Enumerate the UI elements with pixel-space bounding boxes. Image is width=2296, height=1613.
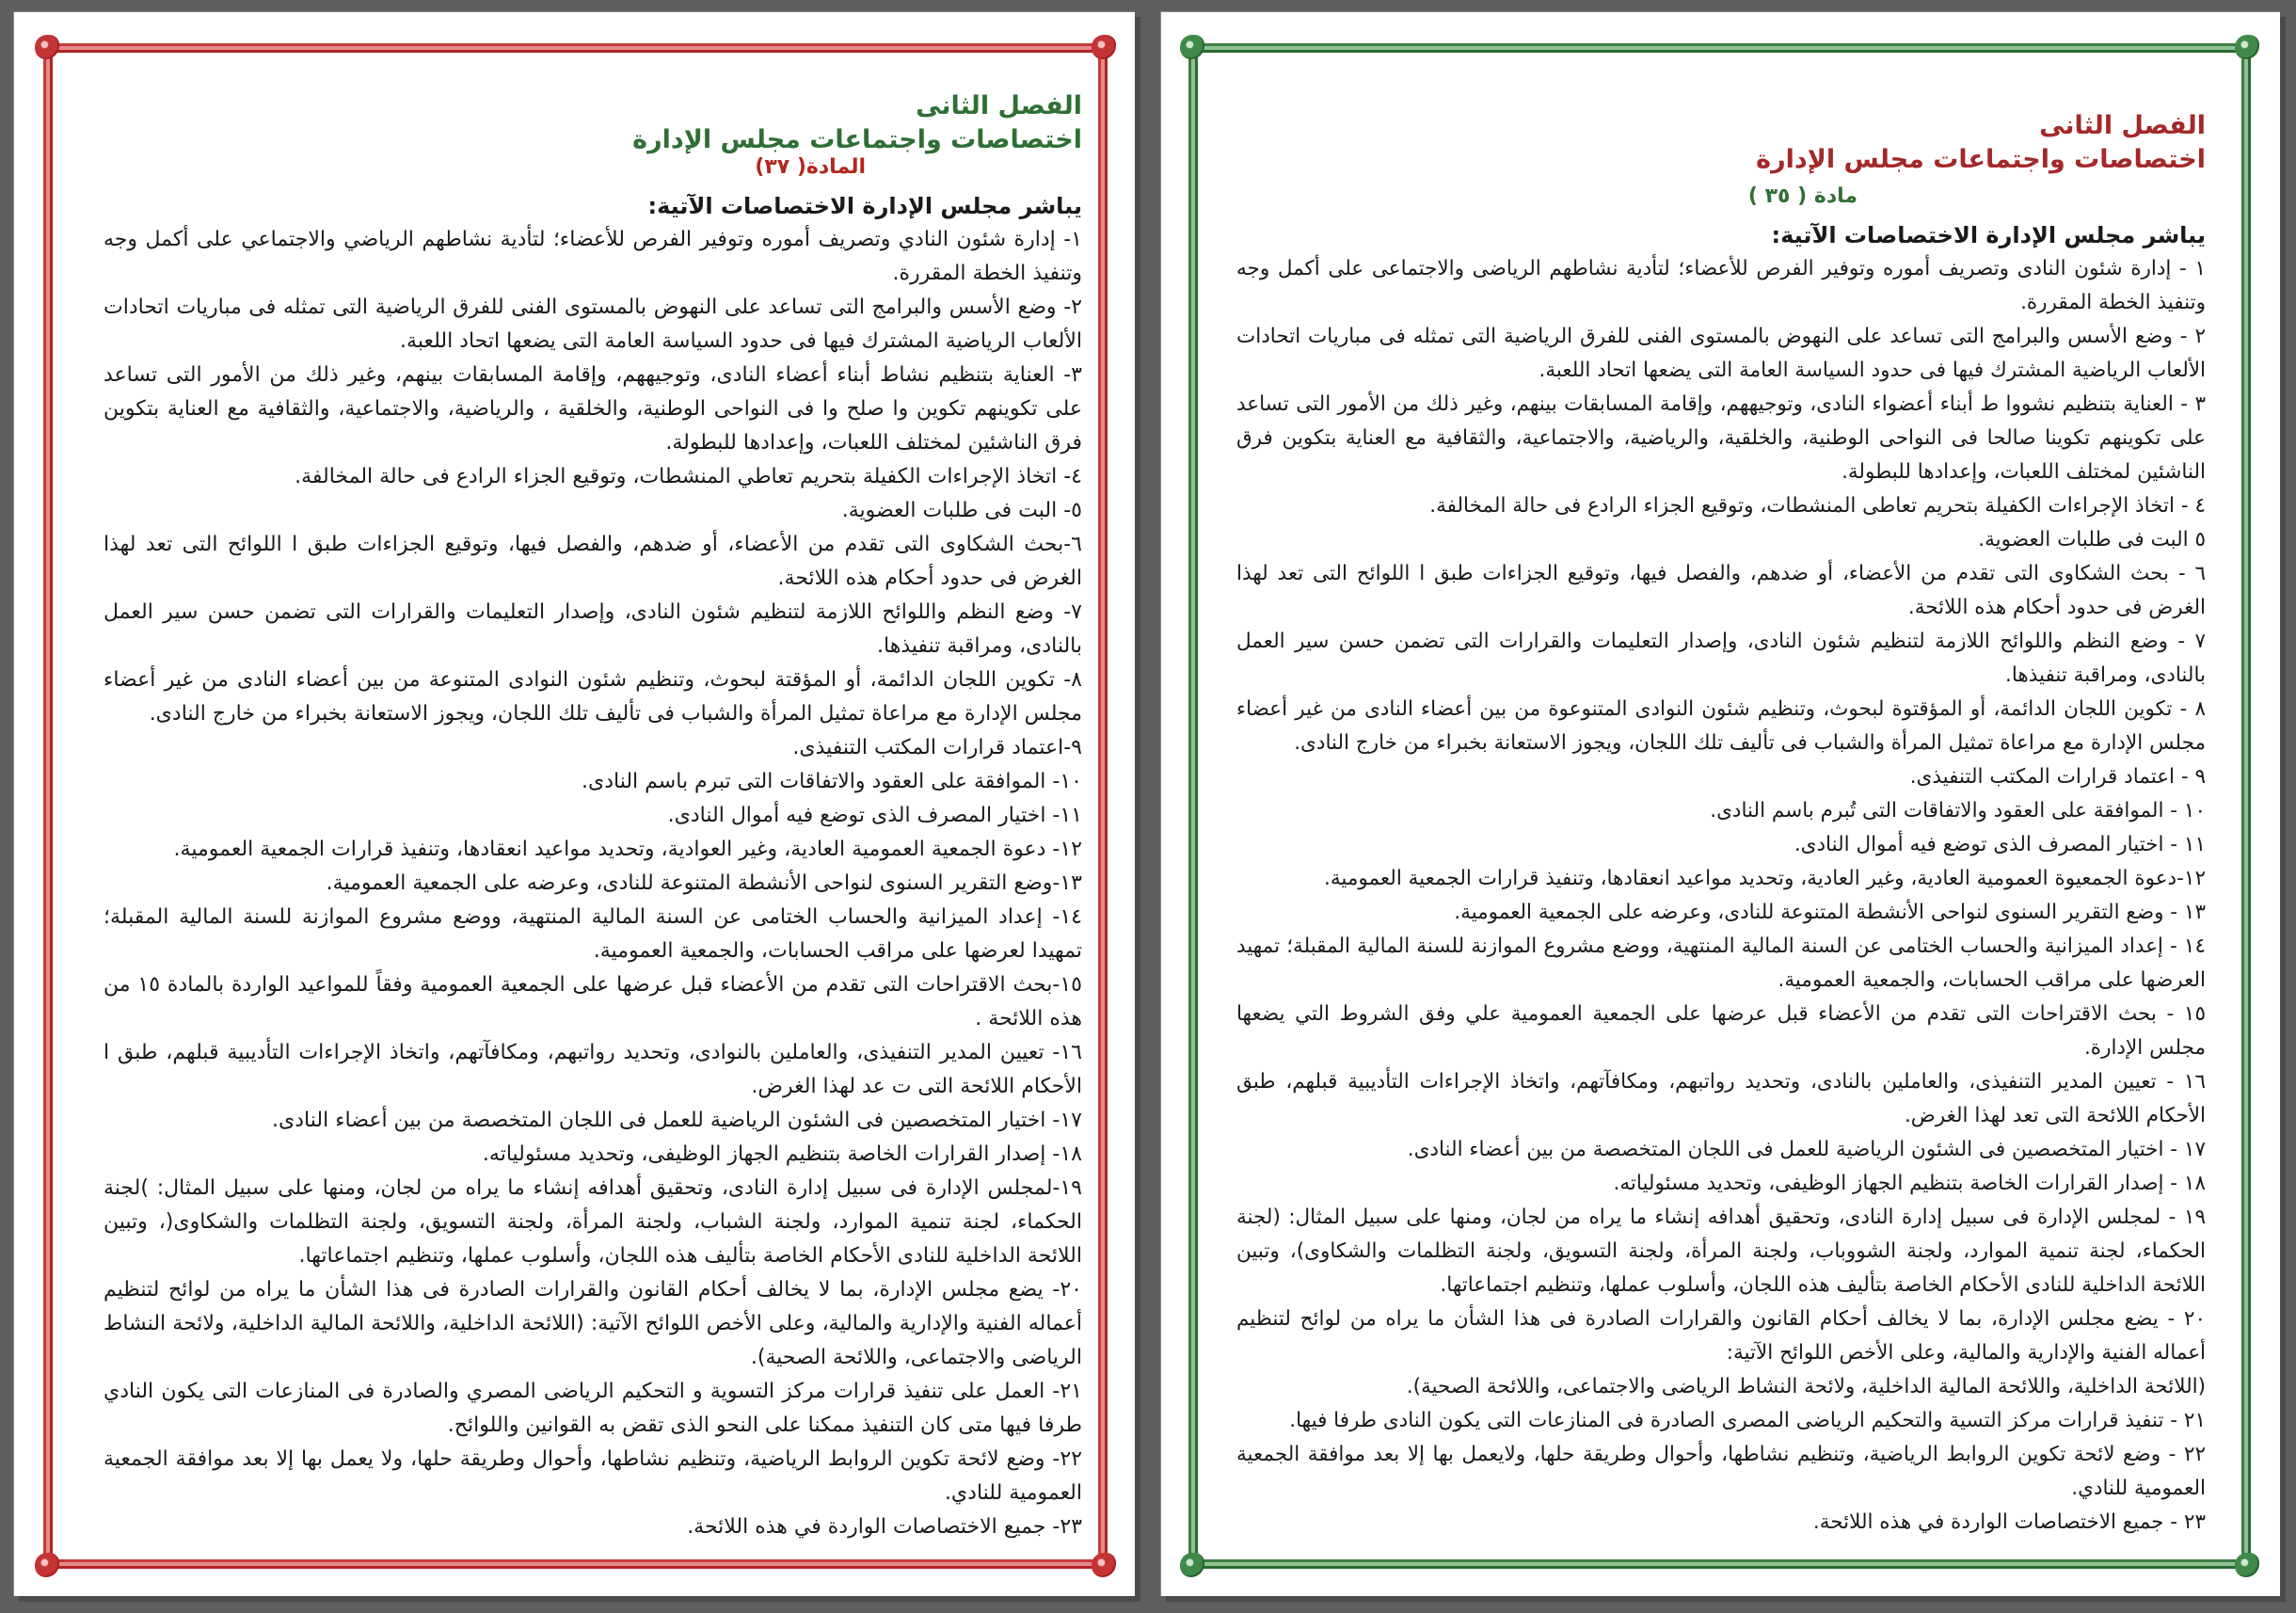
border-edge xyxy=(1098,43,1108,1569)
section-title: اختصاصات واجتماعات مجلس الإدارة xyxy=(1756,145,2206,174)
list-item: ١١ - اختيار المصرف الذى توضع فيه أموال النادى. xyxy=(1794,833,2206,856)
items-list xyxy=(104,223,1082,1544)
border-edge xyxy=(43,43,53,1569)
border-edge xyxy=(43,43,1108,53)
list-item: ١٥ - بحث الاقتراحات التى تقدم من الأعضاء قبل عرضها على الجمعية العمومية علي وفق الشروط التي يضعها مجلس الإدارة. xyxy=(1236,1002,2206,1060)
list-item: ٢٠- يضع مجلس الإدارة، بما لا يخالف أحكام القانون والقرارات الصادرة فى هذا الشأن ما يراه من لوائح لتنظيم أعماله الفنية والإدارية والمالية، وعلى الأخص اللوائح الآتية: (اللائحة الداخلية، واللائحة المالية الداخلية، ولائحة النشاط الرياضى والاجتماعى، واللائحة الصحية). xyxy=(104,1278,1082,1369)
list-item: ٢٣- جميع الاختصاصات الواردة في هذه اللائحة. xyxy=(687,1515,1082,1539)
intro-heading: يباشر مجلس الإدارة الاختصاصات الآتية: xyxy=(1771,222,2206,248)
page-content xyxy=(1236,109,2206,1540)
list-item: ١٧- اختيار المتخصصين فى الشئون الرياضية للعمل فى اللجان المتخصصة من بين أعضاء النادى. xyxy=(272,1109,1082,1132)
list-item: ١٩ - لمجلس الإدارة فى سبيل إدارة النادى، وتحقيق أهدافه إنشاء ما يراه من لجان، ومنها على سبيل المثال: (لجنة الحكماء، لجنة تنمية الموارد، ولجنة الشووباب، ولجنة المرأة، ولجنة التسويق، ولجنة التظلمات والشكاوى)، وتبين اللائحة الداخلية للنادى الأحكام الخاصة بتأليف هذه اللجان، وأسلوب عملها، وتنظيم اجتماعاتها. xyxy=(1236,1206,2206,1297)
corner-ornament-icon xyxy=(1180,1553,1204,1577)
list-item: ٤ - اتخاذ الإجراءات الكفيلة بتحريم تعاطى المنشطات، وتوقيع الجزاء الرادع فى حالة المخالفة. xyxy=(1429,494,2206,518)
list-item: ١٠ - الموافقة على العقود والاتفاقات التى تُبرم باسم النادى. xyxy=(1710,799,2206,822)
list-item: ١٨ - إصدار القرارات الخاصة بتنظيم الجهاز الوظيفى، وتحديد مسئولياته. xyxy=(1613,1172,2206,1195)
document-page-left xyxy=(13,11,1135,1596)
corner-ornament-icon xyxy=(1092,1553,1116,1577)
list-item: ٢ - وضع الأسس والبرامج التى تساعد على النهوض بالمستوى الفنى للفرق الرياضية التى تمثله فى مباريات اتحادات الألعاب الرياضية المشترك فيها فى حدود السياسة العامة التى يضعها اتحاد اللعبة. xyxy=(1236,325,2206,382)
list-item: ١٧ - اختيار المتخصصين فى الشئون الرياضية للعمل فى اللجان المتخصصة من بين أعضاء النادى. xyxy=(1407,1138,2206,1161)
list-item: ١١- اختيار المصرف الذى توضع فيه أموال النادى. xyxy=(667,804,1082,827)
intro-heading: يباشر مجلس الإدارة الاختصاصات الآتية: xyxy=(647,193,1082,219)
list-item: ١٤ - إعداد الميزانية والحساب الختامى عن السنة المالية المنتهية، ووضع مشروع الموازنة للسنة المالية المقبلة؛ تمهيد العرضها على مراقب الحسابات، والجمعية العمومية. xyxy=(1236,934,2206,992)
list-item: ٢- وضع الأسس والبرامج التى تساعد على النهوض بالمستوى الفنى للفرق الرياضية التى تمثله فى مباريات اتحادات الألعاب الرياضية المشترك فيها فى حدود السياسة العامة التى يضعها اتحاد اللعبة. xyxy=(104,295,1082,353)
list-item: ١٦- تعيين المدير التنفيذى، والعاملين بالنوادى، وتحديد رواتبهم، ومكافآتهم، واتخاذ الإجراءات التأديبية قبلهم، طبق ا الأحكام اللائحة التى ت عد لهذا الغرض. xyxy=(104,1041,1082,1098)
list-item: ٥ البت فى طلبات العضوية. xyxy=(1978,528,2206,551)
list-item: ٦-بحث الشكاوى التى تقدم من الأعضاء، أو ضدهم، والفصل فيها، وتوقيع الجزاءات طبق ا اللوائح التى تعد لهذا الغرض فى حدود أحكام هذه اللائحة. xyxy=(104,533,1082,590)
list-item: ١- إدارة شئون النادي وتصريف أموره وتوفير الفرص للأعضاء؛ لتأدية نشاطهم الرياضي والاجتماعي على أكمل وجه وتنفيذ الخطة المقررة. xyxy=(104,228,1082,285)
border-edge xyxy=(1188,43,1198,1569)
chapter-title: الفصل الثانى xyxy=(2039,111,2206,140)
list-item: ٨- تكوين اللجان الدائمة، أو المؤقتة لبحوث، وتنظيم شئون النوادى المتنوعة من بين أعضاء النادى من غير أعضاء مجلس الإدارة مع مراعاة تمثيل المرأة والشباب فى تأليف تلك اللجان، ويجوز الاستعانة بخبراء من خارج النادى. xyxy=(104,668,1082,726)
border-edge xyxy=(43,1559,1108,1569)
list-item: ٩ - اعتماد قرارات المكتب التنفيذى. xyxy=(1909,765,2206,789)
list-item: ٢٠ - يضع مجلس الإدارة، بما لا يخالف أحكام القانون والقرارات الصادرة فى هذا الشأن ما يراه من لوائح لتنظيم أعماله الفنية والإدارية والمالية، وعلى الأخص اللوائح الآتية: xyxy=(1236,1307,2206,1365)
list-item: ٢٣ - جميع الاختصاصات الواردة في هذه اللائحة. xyxy=(1812,1510,2206,1534)
list-item: ٥- البت فى طلبات العضوية. xyxy=(841,499,1082,522)
list-item: ١٦ - تعيين المدير التنفيذى، والعاملين بالنادى، وتحديد رواتبهم، ومكافآتهم، واتخاذ الإجراءات التأديبية قبلهم، طبق الأحكام اللائحة التى تعد لهذا الغرض. xyxy=(1236,1070,2206,1127)
list-item: ٨ - تكوين اللجان الدائمة، أو المؤقتوة لبحوث، وتنظيم شئون النوادى المتنوعوة من بين أعضاء النادى من غير أعضاء مجلس الإدارة مع مراعاة تمثيل المرأة والشباب فى تأليف تلك اللجان، ويجوز الاستعانة بخبراء من خارج النادى. xyxy=(1236,697,2206,755)
corner-ornament-icon xyxy=(1180,35,1204,59)
corner-ornament-icon xyxy=(2235,1553,2259,1577)
list-item: ١٣-وضع التقرير السنوى لنواحى الأنشطة المتنوعة للنادى، وعرضه على الجمعية العمومية. xyxy=(326,871,1082,895)
list-item: ١ - إدارة شئون النادى وتصريف أموره وتوفير الفرص للأعضاء؛ لتأدية نشاطهم الرياضى والاجتماعى على أكمل وجه وتنفيذ الخطة المقررة. xyxy=(1236,257,2206,314)
list-item: ١٠- الموافقة على العقود والاتفاقات التى تبرم باسم النادى. xyxy=(582,770,1082,793)
list-item: ١٤- إعداد الميزانية والحساب الختامى عن السنة المالية المنتهية، ووضع مشروع الموازنة للسنة المالية المقبلة؛ تمهيدا لعرضها على مراقب الحسابات، والجمعية العمومية. xyxy=(104,905,1082,963)
corner-ornament-icon xyxy=(1092,35,1116,59)
list-item: ٣- العناية بتنظيم نشاط أبناء أعضاء النادى، وتوجيههم، وإقامة المسابقات بينهم، وغير ذلك من الأمور التى تساعد على تكوينهم تكوين وا صلح وا فى النواحى الوطنية، والخلقية ، والرياضية، والاجتماعية، والثقافية مع العناية بتكوين فرق الناشئين لمختلف اللعبات، وإعدادها للبطولة. xyxy=(104,363,1082,455)
section-title: اختصاصات واجتماعات مجلس الإدارة xyxy=(632,125,1082,154)
chapter-title: الفصل الثانى xyxy=(916,91,1082,120)
list-item: ٢١- العمل على تنفيذ قرارات مركز التسوية و التحكيم الرياضى المصري والصادرة فى المنازعات التى يكون النادي طرفا فيها متى كان التنفيذ ممكنا على النحو الذى تقض به القوانين واللوائح. xyxy=(104,1380,1082,1437)
list-item: ٤- اتخاذ الإجراءات الكفيلة بتحريم تعاطي المنشطات، وتوقيع الجزاء الرادع فى حالة المخالفة. xyxy=(295,465,1082,488)
article-label: مادة ( ٣٥ ) xyxy=(1747,184,1858,208)
list-item: ١٨- إصدار القرارات الخاصة بتنظيم الجهاز الوظيفى، وتحديد مسئولياته. xyxy=(482,1142,1082,1166)
article-label: المادة( ٣٧) xyxy=(755,155,866,179)
list-item: ٣ - العناية بتنظيم نشووا ط أبناء أعضواء النادى، وتوجيههم، وإقامة المسابقات بينهم، وغير ذلك من الأمور التى تساعد على تكوينهم تكوينا صالحا فى النواحى الوطنية، والخلقية، والرياضية، والاجتماعية، والثقافية مع العناية بتكوين فرق الناشئين لمختلف اللعبات، وإعدادها للبطولة. xyxy=(1236,392,2206,484)
list-item: ١٣ - وضع التقرير السنوى لنواحى الأنشطة المتنوعة للنادى، وعرضه على الجمعية العمومية. xyxy=(1454,901,2206,924)
corner-ornament-icon xyxy=(35,1553,59,1577)
list-item: ٧ - وضع النظم واللوائح اللازمة لتنظيم شئون النادى، وإصدار التعليمات والقرارات التى تضمن حسن سير العمل بالنادى، ومراقبة تنفيذها. xyxy=(1236,630,2206,687)
document-page-right xyxy=(1160,11,2280,1596)
border-edge xyxy=(2241,43,2251,1569)
list-item: (اللائحة الداخلية، واللائحة المالية الداخلية، ولائحة النشاط الرياضى والاجتماعى، واللائحة الصحية). xyxy=(1406,1375,2206,1398)
list-item: ٢١ - تنفيذ قرارات مركز التسية والتحكيم الرياضى المصرى الصادرة فى المنازعات التى يكون النادى طرفا فيها. xyxy=(1289,1409,2206,1432)
list-item: ٢٢ - وضع لائحة تكوين الروابط الرياضية، وتنظيم نشاطها، وأحوال وطريقة حلها، ولايعمل بها إلا بعد موافقة الجمعية العمومية للنادي. xyxy=(1236,1443,2206,1500)
list-item: ١٢- دعوة الجمعية العمومية العادية، وغير العوادية، وتحديد مواعيد انعقادها، وتنفيذ قرارات الجمعية العمومية. xyxy=(173,838,1082,861)
list-item: ٦ - بحث الشكاوى التى تقدم من الأعضاء، أو ضدهم، والفصل فيها، وتوقيع الجزاءات طبق ا اللوائح التى تعد لهذا الغرض فى حدود أحكام هذه اللائحة. xyxy=(1236,562,2206,619)
page-content xyxy=(104,89,1082,1544)
border-edge xyxy=(1188,1559,2251,1569)
items-list xyxy=(1236,252,2206,1540)
list-item: ٧- وضع النظم واللوائح اللازمة لتنظيم شئون النادى، وإصدار التعليمات والقرارات التى تضمن حسن سير العمل بالنادى، ومراقبة تنفيذها. xyxy=(104,600,1082,658)
corner-ornament-icon xyxy=(35,35,59,59)
list-item: ١٥-بحث الاقتراحات التى تقدم من الأعضاء قبل عرضها على الجمعية العمومية وفقاً للمواعيد الواردة بالمادة ١٥ من هذه اللائحة . xyxy=(104,973,1082,1030)
list-item: ٩-اعتماد قرارات المكتب التنفيذى. xyxy=(792,736,1082,759)
list-item: ١٩-لمجلس الإدارة فى سبيل إدارة النادى، وتحقيق أهدافه إنشاء ما يراه من لجان، ومنها على سبيل المثال: )لجنة الحكماء، لجنة تنمية الموارد، ولجنة الشباب، ولجنة المرأة، ولجنة التسويق، ولجنة التظلمات والشكاوى(، وتبين اللائحة الداخلية للنادى الأحكام الخاصة بتأليف هذه اللجان، وأسلوب عملها، وتنظيم اجتماعاتها. xyxy=(104,1176,1082,1268)
corner-ornament-icon xyxy=(2235,35,2259,59)
list-item: ١٢-دعوة الجمعيوة العمومية العادية، وغير العادية، وتحديد مواعيد انعقادها، وتنفيذ قرارات الجمعية العمومية. xyxy=(1324,867,2206,890)
list-item: ٢٢- وضع لائحة تكوين الروابط الرياضية، وتنظيم نشاطها، وأحوال وطريقة حلها، ولا يعمل بها إلا بعد موافقة الجمعية العمومية للنادي. xyxy=(104,1447,1082,1505)
border-edge xyxy=(1188,43,2251,53)
